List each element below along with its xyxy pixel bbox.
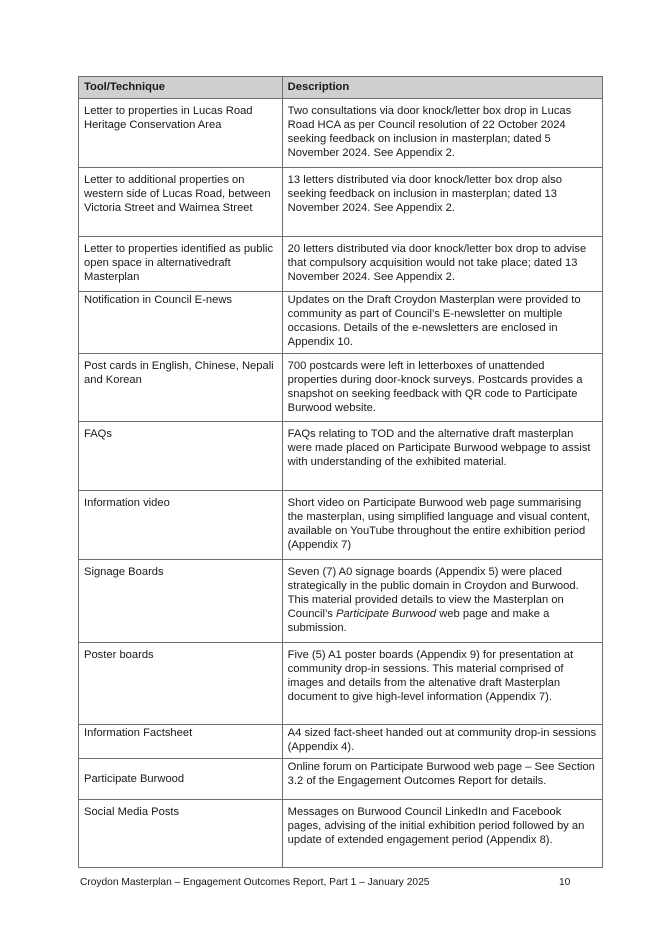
tool-cell: Information video	[79, 491, 283, 560]
tool-cell: Social Media Posts	[79, 800, 283, 868]
table-row	[79, 168, 603, 237]
description-text: web page and make a submission.	[287, 608, 550, 634]
table-row	[79, 99, 603, 168]
tool-cell: Information Factsheet	[79, 725, 283, 759]
table-row	[79, 643, 603, 725]
table-row	[79, 759, 603, 800]
description-cell	[282, 560, 602, 643]
description-cell: 700 postcards were left in letterboxes of unattended properties during door-knock surveys. Postcards provides a snapshot on seeking feedback with QR code to Participate Burwood website.	[282, 354, 602, 422]
table-header-row	[79, 77, 603, 99]
table-row	[79, 560, 603, 643]
tool-cell: Letter to properties identified as public open space in alternativedraft Masterplan	[79, 237, 283, 292]
description-cell: Short video on Participate Burwood web page summarising the masterplan, using simplified language and visual content, available on YouTube throughout the entire exhibition period (Appendix 7)	[282, 491, 602, 560]
description-cell: Two consultations via door knock/letter box drop in Lucas Road HCA as per Council resolution of 22 October 2024 seeking feedback on inclusion in masterplan; dated 5 November 2024. See Appendix 2.	[282, 99, 602, 168]
tool-cell: Letter to properties in Lucas Road Heritage Conservation Area	[79, 99, 283, 168]
tool-cell: FAQs	[79, 422, 283, 491]
page-number: 10	[559, 877, 571, 888]
description-cell: A4 sized fact-sheet handed out at community drop-in sessions (Appendix 4).	[282, 725, 602, 759]
footer-title: Croydon Masterplan – Engagement Outcomes Report, Part 1 – January 2025	[80, 877, 430, 888]
description-cell: Five (5) A1 poster boards (Appendix 9) for presentation at community drop-in sessions. This material comprised of images and details from the altenative draft Masterplan document to give high-level information (Appendix 7).	[282, 643, 602, 725]
header-tool: Tool/Technique	[79, 77, 283, 99]
tool-cell: Signage Boards	[79, 560, 283, 643]
table-row	[79, 292, 603, 354]
description-cell: FAQs relating to TOD and the alternative draft masterplan were made placed on Participate Burwood webpage to assist with understanding of the exhibited material.	[282, 422, 602, 491]
description-text: Seven (7) A0 signage boards (Appendix 5) were placed strategically in the public domain in Croydon and Burwood. This material provided details to view the Masterplan on Council’s	[287, 566, 579, 620]
tool-cell: Letter to additional properties on western side of Lucas Road, between Victoria Street and Waimea Street	[79, 168, 283, 237]
description-cell: Messages on Burwood Council LinkedIn and Facebook pages, advising of the initial exhibition period followed by an update of extended engagement period (Appendix 8).	[282, 800, 602, 868]
table-row	[79, 422, 603, 491]
description-italic: Participate Burwood	[335, 608, 437, 620]
table-row	[79, 491, 603, 560]
description-cell: 13 letters distributed via door knock/letter box drop also seeking feedback on inclusion in masterplan; dated 13 November 2024. See Appendix 2.	[282, 168, 602, 237]
tool-cell: Poster boards	[79, 643, 283, 725]
table-row	[79, 237, 603, 292]
header-description: Description	[282, 77, 602, 99]
description-cell: 20 letters distributed via door knock/letter box drop to advise that compulsory acquisition would not take place; dated 13 November 2024. See Appendix 2.	[282, 237, 602, 292]
tool-cell: Post cards in English, Chinese, Nepali and Korean	[79, 354, 283, 422]
tool-cell: Participate Burwood	[79, 759, 283, 800]
table-row	[79, 725, 603, 759]
tool-cell: Notification in Council E-news	[79, 292, 283, 354]
table-row	[79, 800, 603, 868]
tools-table	[78, 76, 603, 868]
description-cell: Updates on the Draft Croydon Masterplan were provided to community as part of Council’s E-newsletter on multiple occasions. Details of the e-newsletters are enclosed in Appendix 10.	[282, 292, 602, 354]
description-cell: Online forum on Participate Burwood web page – See Section 3.2 of the Engagement Outcomes Report for details.	[282, 759, 602, 800]
table-row	[79, 354, 603, 422]
